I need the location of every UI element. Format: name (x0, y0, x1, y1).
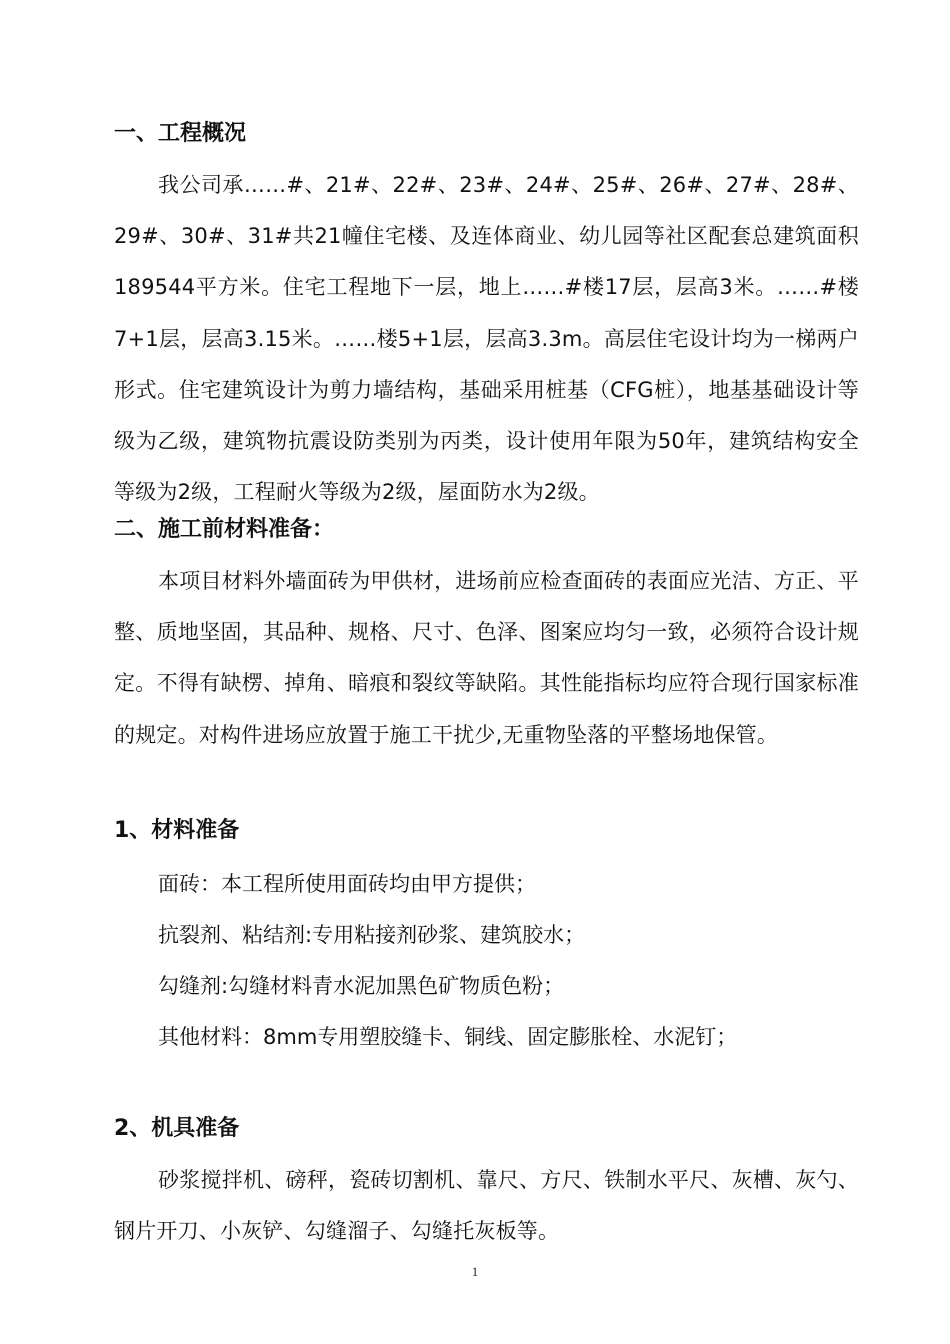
tools-paragraph: 砂浆搅拌机、磅秤，瓷砖切割机、靠尺、方尺、铁制水平尺、灰槽、灰勺、钢片开刀、小灰铲、勾缝溜子、勾缝托灰板等。 (114, 1168, 859, 1244)
material-item-grout: 勾缝剂:勾缝材料青水泥加黑色矿物质色粉； (158, 974, 565, 998)
material-preparation-paragraph: 本项目材料外墙面砖为甲供材，进场前应检查面砖的表面应光洁、方正、平整、质地坚固，其品种、规格、尺寸、色泽、图案应均匀一致，必须符合设计规定。不得有缺楞、掉角、暗痕和裂纹等缺陷。其性能指标均应符合现行国家标准的规定。对构件进场应放置于施工干扰少,无重物坠落的平整场地保管。 (114, 569, 859, 747)
material-item-other: 其他材料：8mm专用塑胶缝卡、铜线、固定膨胀栓、水泥钉； (158, 1025, 738, 1049)
material-item-tiles: 面砖：本工程所使用面砖均由甲方提供； (158, 872, 536, 896)
subsection-heading-materials: 1、材料准备 (114, 818, 240, 843)
project-overview-paragraph: 我公司承……#、21#、22#、23#、24#、25#、26#、27#、28#、29#、30#、31#共21幢住宅楼、及连体商业、幼儿园等社区配套总建筑面积189544平方米。住宅工程地下一层，地上……#楼17层，层高3米。……#楼7+1层，层高3.15米。……楼5+1层，层高3.3m。高层住宅设计均为一梯两户形式。住宅建筑设计为剪力墙结构，基础采用桩基（CFG桩），地基基础设计等级为乙级，建筑物抗震设防类别为丙类，设计使用年限为50年，建筑结构安全等级为2级，工程耐火等级为2级，屋面防水为2级。 (114, 173, 859, 505)
section-heading-project-overview: 一、工程概况 (114, 121, 247, 146)
section-heading-material-preparation: 二、施工前材料准备： (114, 517, 335, 542)
material-item-adhesive: 抗裂剂、粘结剂:专用粘接剂砂浆、建筑胶水； (158, 923, 586, 947)
subsection-heading-tools: 2、机具准备 (114, 1116, 240, 1141)
page-number: 1 (471, 1264, 479, 1279)
